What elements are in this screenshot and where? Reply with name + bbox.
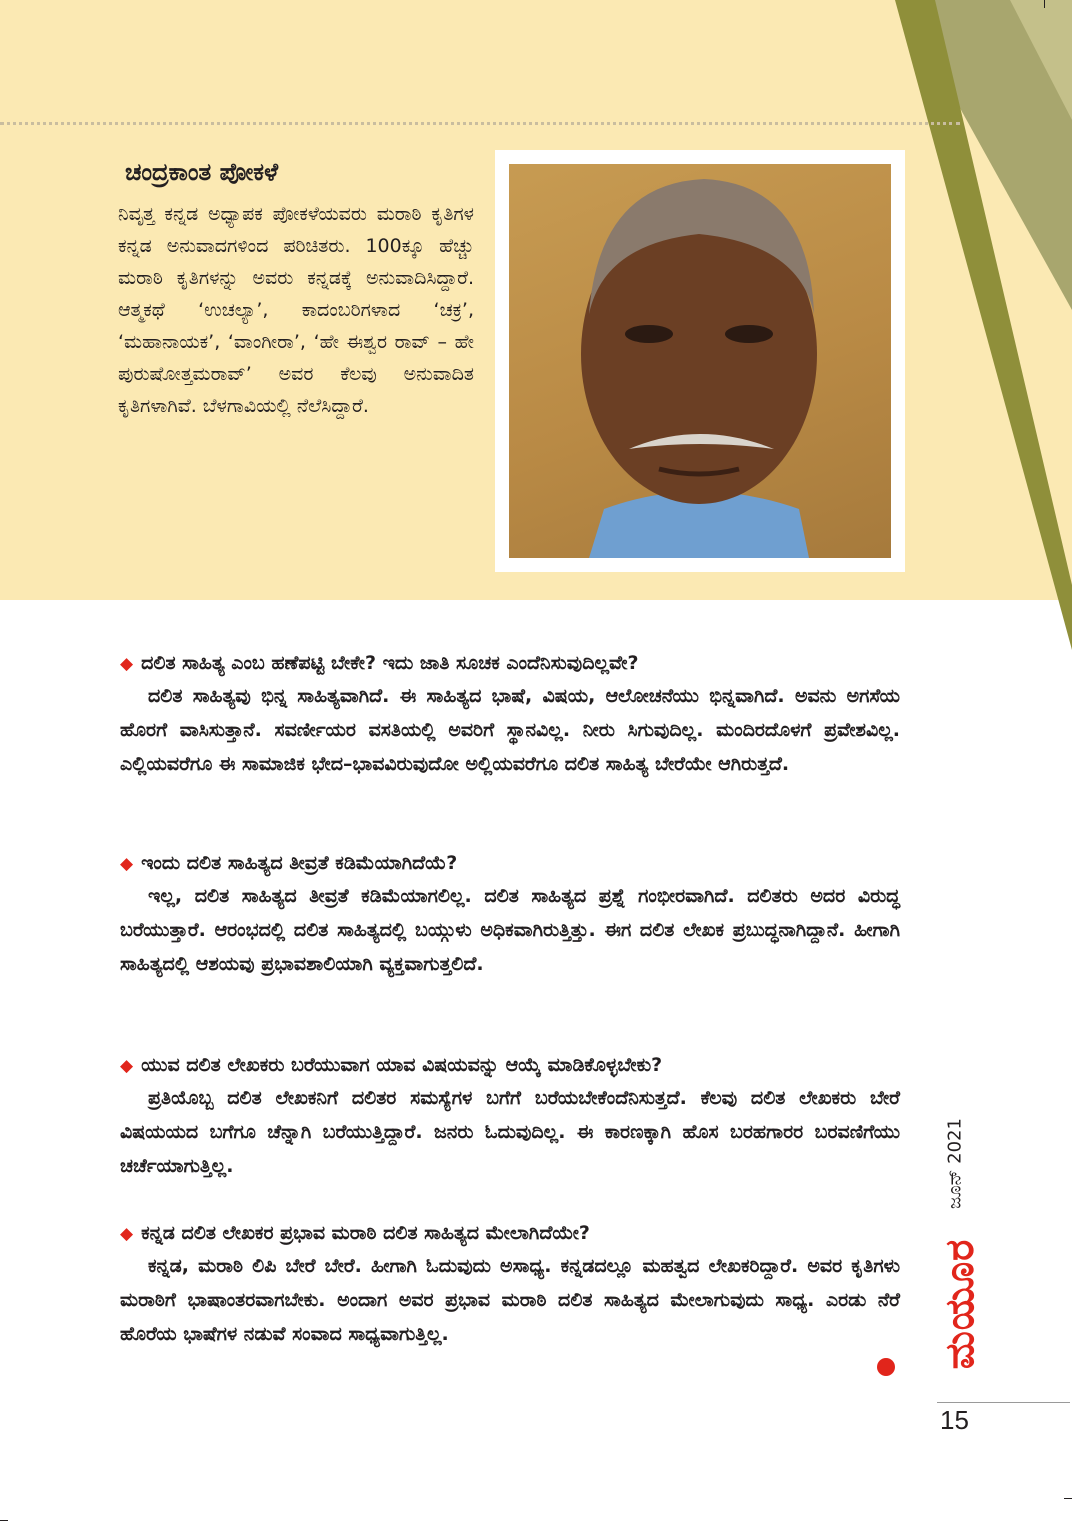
footer-rule — [937, 1402, 1070, 1403]
question-text: ಕನ್ನಡ ದಲಿತ ಲೇಖಕರ ಪ್ರಭಾವ ಮರಾಠಿ ದಲಿತ ಸಾಹಿತ್ಯದ ಮೇಲಾಗಿದೆಯೇ? — [141, 1222, 590, 1244]
portrait-illustration — [509, 164, 891, 558]
page-number: 15 — [940, 1405, 969, 1435]
author-photo-frame — [495, 150, 905, 572]
answer-2: ಇಲ್ಲ, ದಲಿತ ಸಾಹಿತ್ಯದ ತೀವ್ರತೆ ಕಡಿಮೆಯಾಗಲಿಲ್ಲ. ದಲಿತ ಸಾಹಿತ್ಯದ ಪ್ರಶ್ನೆ ಗಂಭೀರವಾಗಿದೆ. ದಲಿತರು ಅದರ ವಿರುದ್ಧ ಬರೆಯುತ್ತಾರೆ. ಆರಂಭದಲ್ಲಿ ದಲಿತ ಸಾಹಿತ್ಯದಲ್ಲಿ ಬಯ್ಗುಳು ಅಧಿಕವಾಗಿರುತ್ತಿತ್ತು. ಈಗ ದಲಿತ ಲೇಖಕ ಪ್ರಬುದ್ಧನಾಗಿದ್ದಾನೆ. ಹೀಗಾಗಿ ಸಾಹಿತ್ಯದಲ್ಲಿ ಆಶಯವು ಪ್ರಭಾವಶಾಲಿಯಾಗಿ ವ್ಯಕ್ತವಾಗುತ್ತಲಿದೆ. — [120, 885, 900, 975]
question-text: ದಲಿತ ಸಾಹಿತ್ಯ ಎಂಬ ಹಣೆಪಟ್ಟಿ ಬೇಕೇ? ಇದು ಜಾತಿ ಸೂಚಕ ಎಂದೆನಿಸುವುದಿಲ್ಲವೇ? — [141, 652, 639, 674]
question-text: ಯುವ ದಲಿತ ಲೇಖಕರು ಬರೆಯುವಾಗ ಯಾವ ವಿಷಯವನ್ನು ಆಯ್ಕೆ ಮಾಡಿಕೊಳ್ಳಬೇಕು? — [141, 1054, 663, 1076]
bullet-icon: ◆ — [120, 654, 134, 674]
crop-mark — [0, 1520, 8, 1521]
qa-block-2 — [120, 848, 900, 981]
author-photo — [509, 164, 891, 558]
bullet-icon: ◆ — [120, 1224, 134, 1244]
answer-4: ಕನ್ನಡ, ಮರಾಠಿ ಲಿಪಿ ಬೇರೆ ಬೇರೆ. ಹೀಗಾಗಿ ಓದುವುದು ಅಸಾಧ್ಯ. ಕನ್ನಡದಲ್ಲೂ ಮಹತ್ವದ ಲೇಖಕರಿದ್ದಾರೆ. ಅವರ ಕೃತಿಗಳು ಮರಾಠಿಗೆ ಭಾಷಾಂತರವಾಗಬೇಕು. ಅಂದಾಗ ಅವರ ಪ್ರಭಾವ ಮರಾಠಿ ದಲಿತ ಸಾಹಿತ್ಯದ ಮೇಲಾಗುವುದು ಸಾಧ್ಯ. ಎರಡು ನೆರೆ ಹೊರೆಯ ಭಾಷೆಗಳ ನಡುವೆ ಸಂವಾದ ಸಾಧ್ಯವಾಗುತ್ತಿಲ್ಲ. — [120, 1255, 900, 1345]
question-3 — [120, 1050, 900, 1081]
author-name: ಚಂದ್ರಕಾಂತ ಪೋಕಳೆ — [125, 158, 279, 186]
crop-mark — [1064, 1498, 1072, 1499]
crop-mark — [1044, 0, 1045, 8]
bullet-icon: ◆ — [120, 1056, 134, 1076]
question-text: ಇಂದು ದಲಿತ ಸಾಹಿತ್ಯದ ತೀವ್ರತೆ ಕಡಿಮೆಯಾಗಿದೆಯೆ? — [141, 852, 458, 874]
author-bio: ನಿವೃತ್ತ ಕನ್ನಡ ಅಧ್ಯಾಪಕ ಪೋಕಳೆಯವರು ಮರಾಠಿ ಕೃತಿಗಳ ಕನ್ನಡ ಅನುವಾದಗಳಿಂದ ಪರಿಚಿತರು. 100ಕ್ಕೂ ಹೆಚ್ಚು ಮರಾಠಿ ಕೃತಿಗಳನ್ನು ಅವರು ಕನ್ನಡಕ್ಕೆ ಅನುವಾದಿಸಿದ್ದಾರೆ. ಆತ್ಮಕಥೆ ‘ಉಚಲ್ಯಾ’, ಕಾದಂಬರಿಗಳಾದ ‘ಚಕ್ರ’, ‘ಮಹಾನಾಯಕ’, ‘ವಾಂಗೀರಾ’, ‘ಹೇ ಈಶ್ವರ ರಾವ್ – ಹೇ ಪುರುಷೋತ್ತಮರಾವ್’ ಅವರ ಕೆಲವು ಅನುವಾದಿತ ಕೃತಿಗಳಾಗಿವೆ. ಬೆಳಗಾವಿಯಲ್ಲಿ ನೆಲೆಸಿದ್ದಾರೆ. — [118, 203, 474, 417]
question-2 — [120, 848, 900, 879]
qa-block-3 — [120, 1050, 900, 1183]
question-4 — [120, 1218, 900, 1249]
qa-block-4 — [120, 1218, 900, 1351]
answer-3: ಪ್ರತಿಯೊಬ್ಬ ದಲಿತ ಲೇಖಕನಿಗೆ ದಲಿತರ ಸಮಸ್ಯೆಗಳ ಬಗೆಗೆ ಬರೆಯಬೇಕೆಂದೆನಿಸುತ್ತದೆ. ಕೆಲವು ದಲಿತ ಲೇಖಕರು ಬೇರೆ ವಿಷಯಯದ ಬಗೆಗೂ ಚೆನ್ನಾಗಿ ಬರೆಯುತ್ತಿದ್ದಾರೆ. ಜನರು ಓದುವುದಿಲ್ಲ. ಈ ಕಾರಣಕ್ಕಾಗಿ ಹೊಸ ಬರಹಗಾರರ ಬರವಣಿಗೆಯು ಚರ್ಚೆಯಾಗುತ್ತಿಲ್ಲ. — [120, 1087, 900, 1177]
question-1 — [120, 648, 900, 679]
bullet-icon: ◆ — [120, 854, 134, 874]
dotted-divider — [0, 122, 960, 125]
answer-1: ದಲಿತ ಸಾಹಿತ್ಯವು ಭಿನ್ನ ಸಾಹಿತ್ಯವಾಗಿದೆ. ಈ ಸಾಹಿತ್ಯದ ಭಾಷೆ, ವಿಷಯ, ಆಲೋಚನೆಯು ಭಿನ್ನವಾಗಿದೆ. ಅವನು ಅಗಸೆಯ ಹೊರಗೆ ವಾಸಿಸುತ್ತಾನೆ. ಸವರ್ಣೀಯರ ವಸತಿಯಲ್ಲಿ ಅವರಿಗೆ ಸ್ಥಾನವಿಲ್ಲ. ನೀರು ಸಿಗುವುದಿಲ್ಲ. ಮಂದಿರದೊಳಗೆ ಪ್ರವೇಶವಿಲ್ಲ. ಎಲ್ಲಿಯವರೆಗೂ ಈ ಸಾಮಾಜಿಕ ಭೇದ–ಭಾವವಿರುವುದೋ ಅಲ್ಲಿಯವರೆಗೂ ದಲಿತ ಸಾಹಿತ್ಯ ಬೇರೆಯೇ ಆಗಿರುತ್ತದೆ. — [120, 685, 900, 775]
end-mark-icon — [877, 1358, 895, 1376]
qa-block-1 — [120, 648, 900, 781]
